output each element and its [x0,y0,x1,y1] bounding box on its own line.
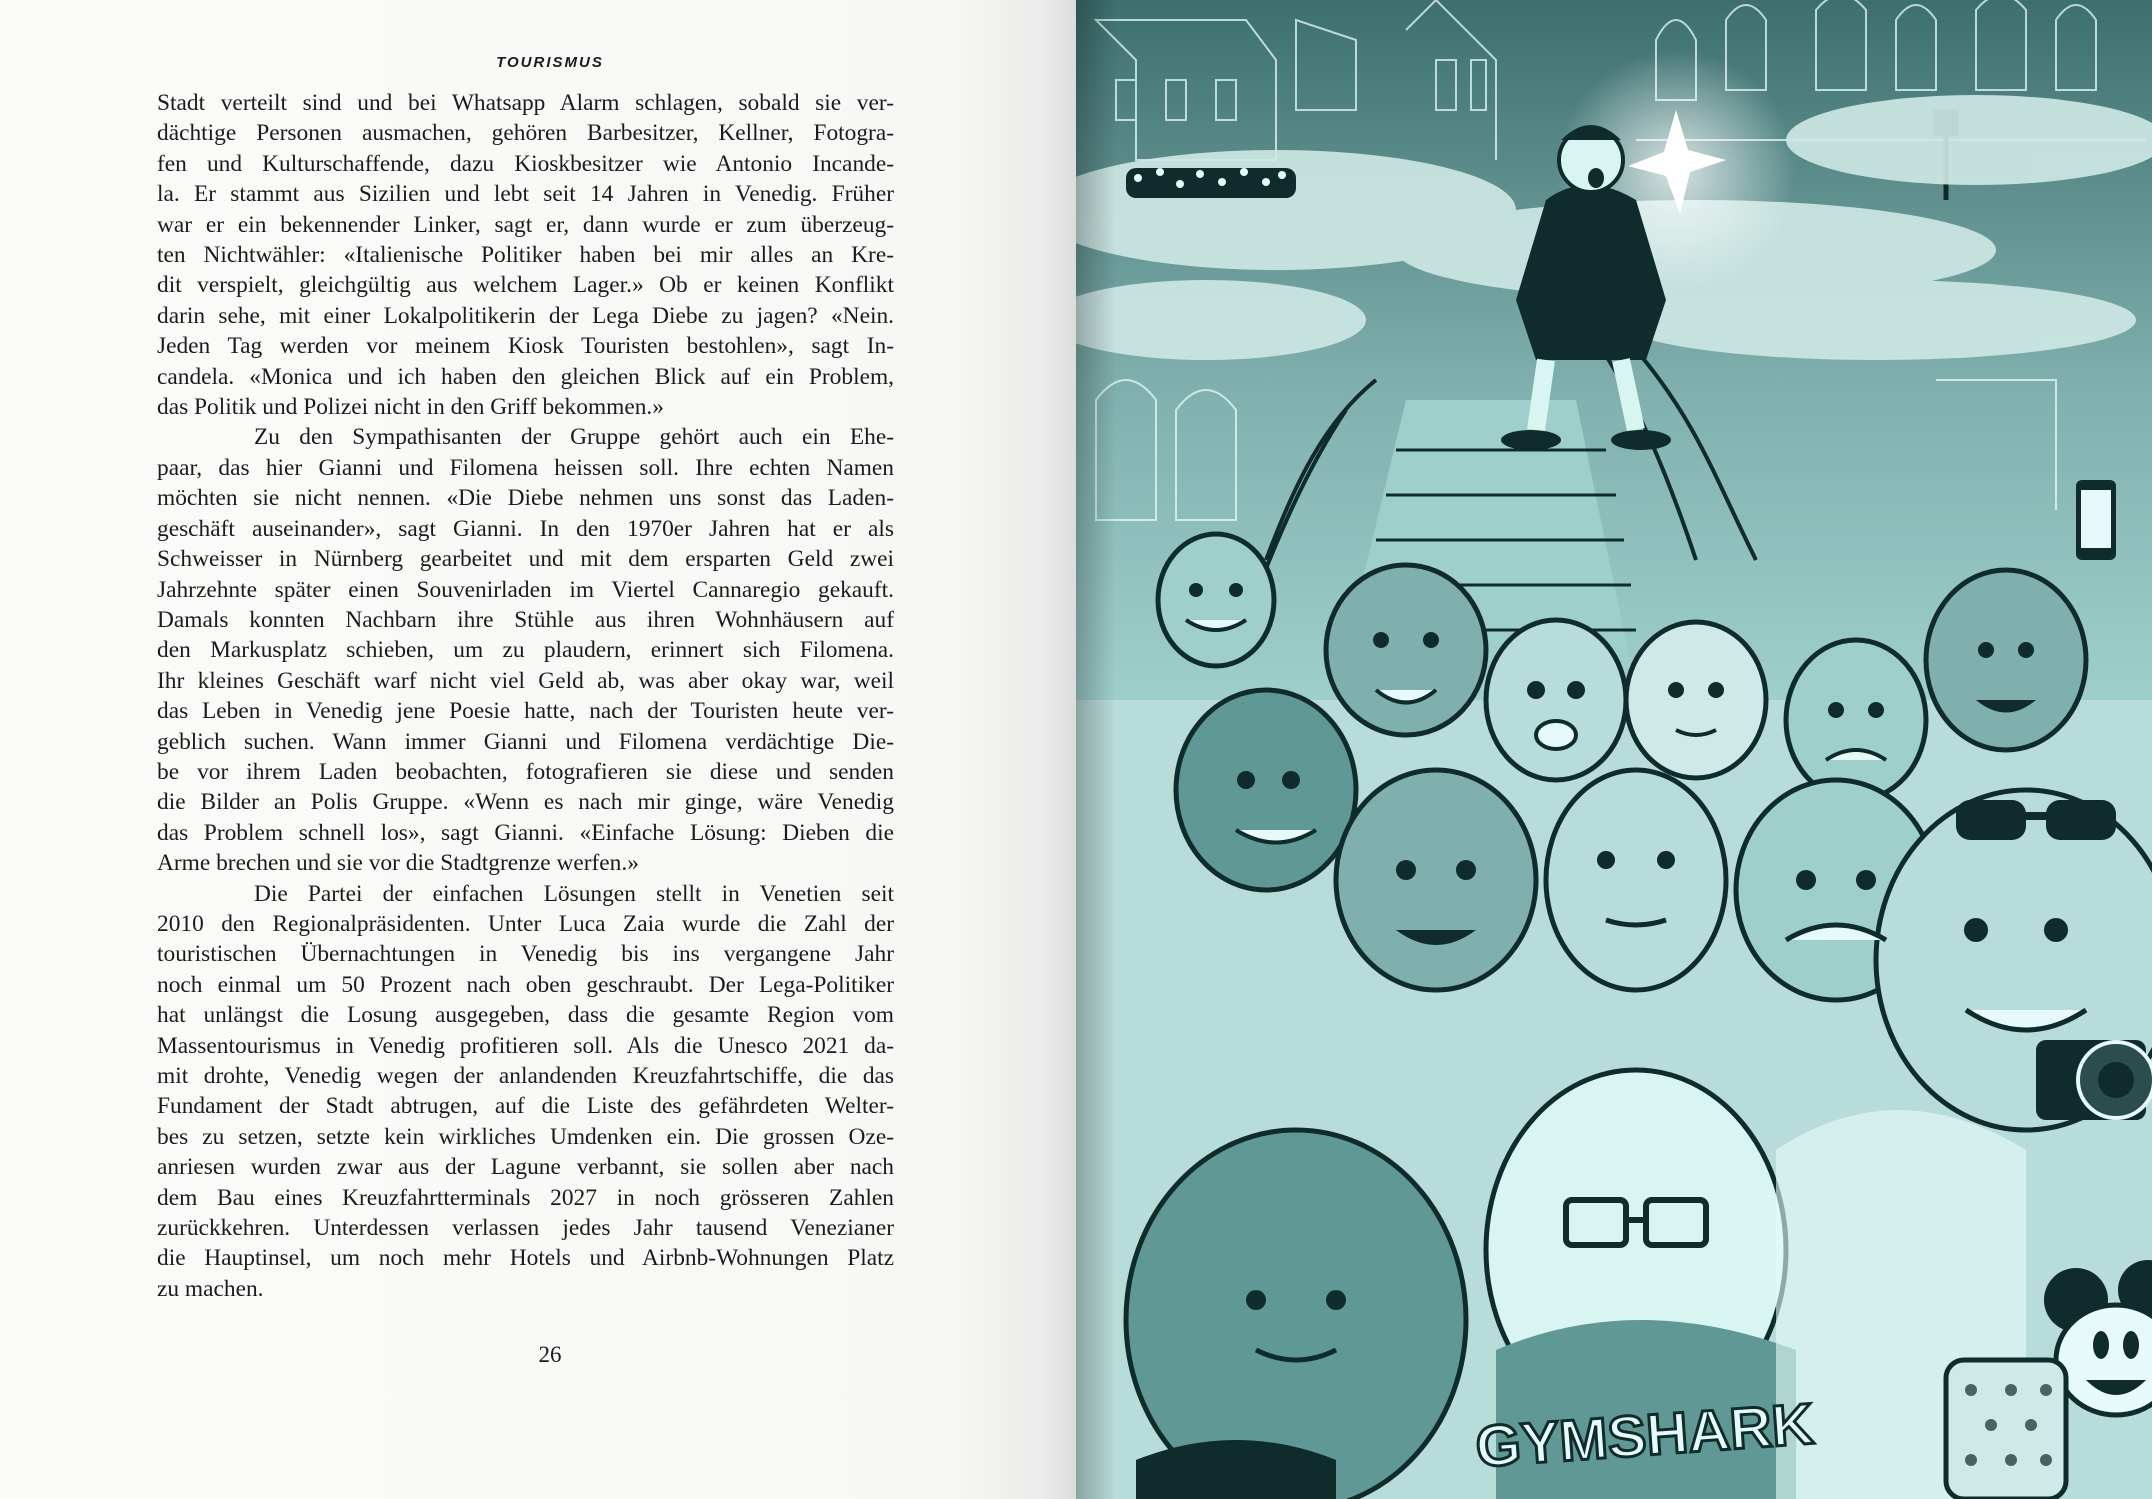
text-line: geblich suchen. Wann immer Gianni und Filomena verdächtige Die- [157,728,894,755]
text-line: möchten sie nicht nennen. «Die Diebe nehmen uns sonst das Laden- [157,485,894,512]
text-line: geschäft auseinander», sagt Gianni. In den 1970er Jahren hat er als [157,515,894,542]
gutter-shadow [1076,0,1116,1499]
text-line: 2010 den Regionalpräsidenten. Unter Luca Zaia wurde die Zahl der [157,910,894,937]
text-line: Fundament der Stadt abtrugen, auf die Liste des gefährdeten Welter- [157,1093,894,1120]
text-line: war er ein bekennender Linker, sagt er, dann wurde er zum überzeug- [157,211,894,238]
article-body [157,88,894,1304]
text-line: dit verspielt, gleichgültig aus welchem Lager.» Ob er keinen Konflikt [157,272,894,299]
text-line: fen und Kulturschaffende, dazu Kioskbesitzer wie Antonio Incande- [157,150,894,177]
text-line: la. Er stammt aus Sizilien und lebt seit 14 Jahren in Venedig. Früher [157,181,894,208]
text-line: anriesen wurden zwar aus der Lagune verbannt, sie sollen aber nach [157,1154,894,1181]
smartphone [2076,480,2116,560]
monogram-bag [1946,1360,2066,1499]
text-line: mit drohte, Venedig wegen der anlandenden Kreuzfahrtschiffe, die das [157,1063,894,1089]
text-line: Die Partei der einfachen Lösungen stellt in Venetien seit [254,880,894,907]
text-line: noch einmal um 50 Prozent nach oben geschraubt. Der Lega-Politiker [157,971,894,998]
text-line: Jeden Tag werden vor meinem Kiosk Touristen bestohlen», sagt In- [157,333,894,360]
text-line: Jahrzehnte später einen Souvenirladen im Viertel Cannaregio gekauft. [157,576,894,603]
text-line: Stadt verteilt sind und bei Whatsapp Alarm schlagen, sobald sie ver- [157,90,894,116]
running-head: TOURISMUS [496,54,604,71]
text-line: Massentourismus in Venedig profitieren soll. Als die Unesco 2021 da- [157,1032,894,1059]
crowd-illustration [1076,0,2152,1499]
text-line: candela. «Monica und ich haben den gleichen Blick auf ein Problem, [157,363,894,390]
text-line: das Leben in Venedig jene Poesie hatte, nach der Touristen heute ver- [157,698,894,725]
text-line: Damals konnten Nachbarn ihre Stühle aus ihren Wohnhäusern auf [157,606,894,633]
page-number: 26 [538,1342,562,1367]
text-line: paar, das hier Gianni und Filomena heissen soll. Ihre echten Namen [157,454,894,481]
text-line: zu machen. [157,1275,264,1302]
text-line: hat unlängst die Losung ausgegeben, dass die gesamte Region vom [157,1002,894,1029]
text-line: das Problem schnell los», sagt Gianni. «Einfache Lösung: Dieben die [157,819,894,846]
text-line: Arme brechen und sie vor die Stadtgrenze werfen.» [157,850,639,877]
shirt-print-text: GYMSHARK [1473,1391,1816,1480]
text-line: die Bilder an Polis Gruppe. «Wenn es nach mir ginge, wäre Venedig [157,789,894,816]
text-line: dem Bau eines Kreuzfahrtterminals 2027 in noch grösseren Zahlen [157,1184,894,1211]
text-line: Schweisser in Nürnberg gearbeitet und mit dem ersparten Geld zwei [157,546,894,573]
text-line: ten Nichtwähler: «Italienische Politiker haben bei mir alles an Kre- [157,242,894,269]
text-line: darin sehe, mit einer Lokalpolitikerin der Lega Diebe zu jagen? «Nein. [157,302,894,329]
text-line: be vor ihrem Laden beobachten, fotografieren sie diese und senden [157,758,894,785]
text-line: das Politik und Polizei nicht in den Griff bekommen.» [157,394,664,421]
text-line: Ihr kleines Geschäft warf nicht viel Geld ab, was aber okay war, weil [157,667,894,694]
text-line: dächtige Personen ausmachen, gehören Barbesitzer, Kellner, Fotogra- [157,120,894,147]
text-line: bes zu setzen, setzte kein wirkliches Umdenken ein. Die grossen Oze- [157,1123,894,1150]
text-line: Zu den Sympathisanten der Gruppe gehört auch ein Ehe- [254,424,894,451]
pigeon-flock [1126,168,1296,198]
text-line: touristischen Übernachtungen in Venedig bis ins vergangene Jahr [157,941,894,968]
text-line: zurückkehren. Unterdessen verlassen jedes Jahr tausend Venezianer [157,1215,894,1242]
text-line: den Markusplatz schieben, um zu plaudern, erinnert sich Filomena. [157,637,894,664]
camera [2036,1040,2152,1120]
right-page-illustration [1076,0,2152,1499]
text-line: die Hauptinsel, um noch mehr Hotels und Airbnb-Wohnungen Platz [157,1245,894,1272]
